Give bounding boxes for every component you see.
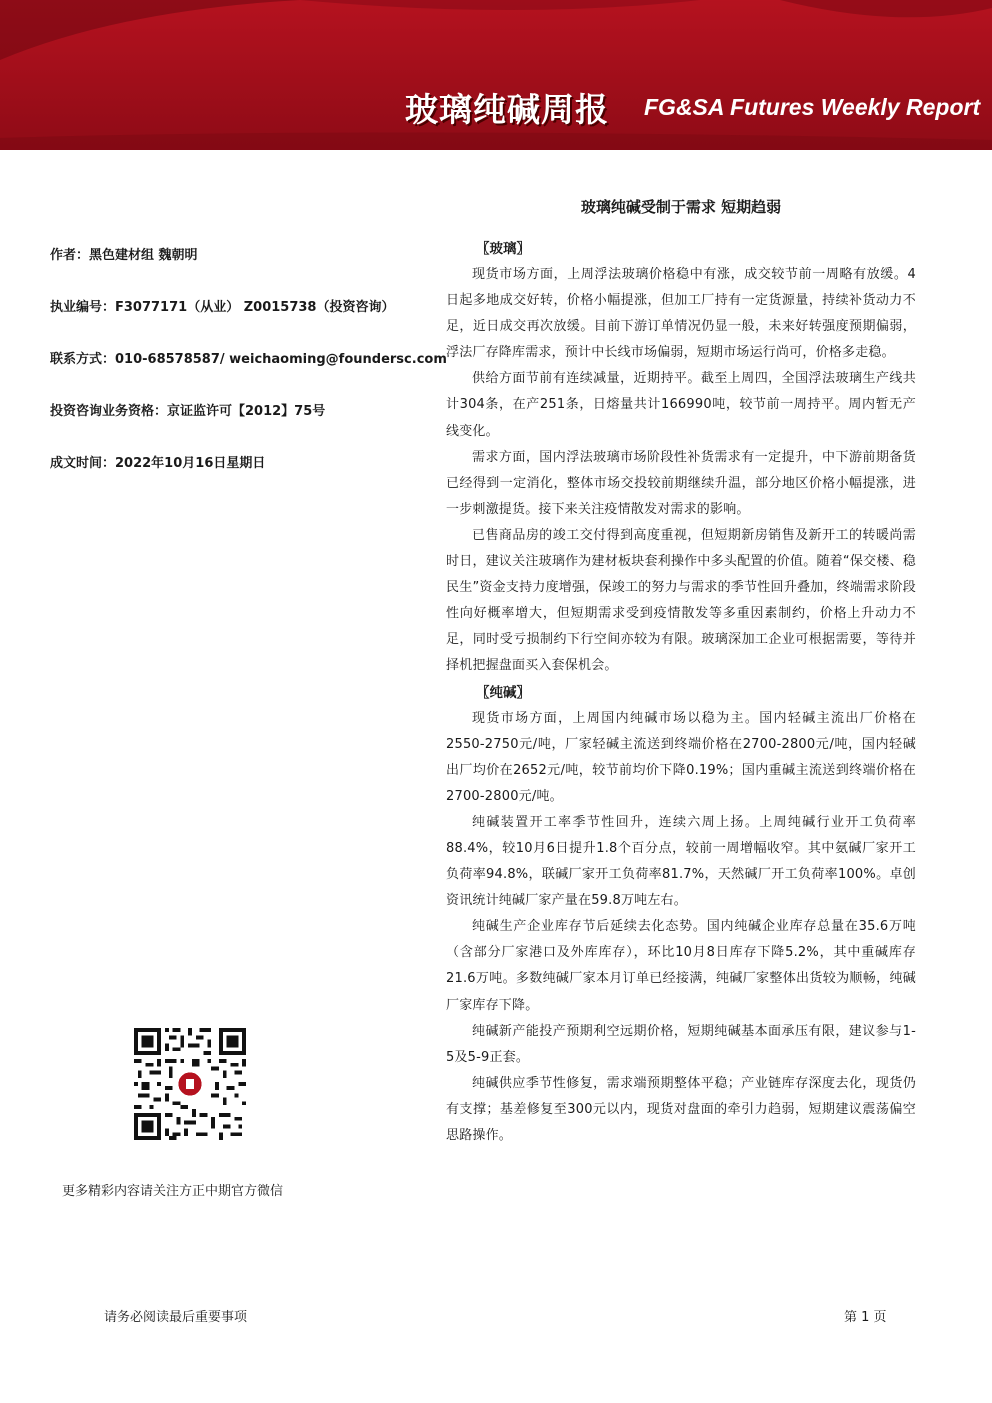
section-heading-soda-ash: 〖纯碱〗 xyxy=(476,684,530,701)
report-title-en: FG&SA Futures Weekly Report xyxy=(644,94,981,120)
qualification-info: 投资咨询业务资格：京证监许可【2012】75号 xyxy=(50,404,326,419)
footer-notice: 请务必阅读最后重要事项 xyxy=(104,1310,248,1325)
paragraph: 需求方面，国内浮法玻璃市场阶段性补货需求有一定提升，中下游前期备货已经得到一定消化，整体市场交投较前期继续升温，部分地区价格小幅提涨，进一步刺激提货。接下来关注疫情散发对需求的影响。 xyxy=(446,449,916,517)
date-info: 成文时间：2022年10月16日星期日 xyxy=(50,456,266,471)
article-body xyxy=(446,236,916,1149)
paragraph: 纯碱装置开工率季节性回升，连续六周上扬。上周纯碱行业开工负荷率88.4%，较10月6日提升1.8个百分点，较前一周增幅收窄。其中氨碱厂家开工负荷率94.8%，联碱厂家开工负荷率81.7%，天然碱厂开工负荷率100%。卓创资讯统计纯碱厂家产量在59.8万吨左右。 xyxy=(446,814,916,909)
paragraph: 现货市场方面，上周浮法玻璃价格稳中有涨，成交较节前一周略有放缓。4日起多地成交好转，价格小幅提涨，但加工厂持有一定货源量，持续补货动力不足，近日成交再次放缓。目前下游订单情况仍显一般，未来好转强度预期偏弱，浮法厂存降库需求，预计中长线市场偏弱，短期市场运行尚可，价格多走稳。 xyxy=(446,267,916,361)
paragraph: 供给方面节前有连续减量，近期持平。截至上周四，全国浮法玻璃生产线共计304条，在产251条，日熔量共计166990吨，较节前一周持平。周内暂无产线变化。 xyxy=(446,371,916,439)
paragraph: 纯碱新产能投产预期利空远期价格，短期纯碱基本面承压有限，建议参与1-5及5-9正套。 xyxy=(446,1023,916,1065)
article-title: 玻璃纯碱受制于需求 短期趋弱 xyxy=(580,198,782,216)
qr-caption: 更多精彩内容请关注方正中期官方微信 xyxy=(62,1184,284,1199)
paragraph: 现货市场方面，上周国内纯碱市场以稳为主。国内轻碱主流出厂价格在2550-2750元/吨，厂家轻碱主流送到终端价格在2700-2800元/吨，国内轻碱出厂均价在2652元/吨，较节前均价下降0.19%；国内重碱主流送到终端价格在2700-2800元/吨。 xyxy=(446,710,916,804)
paragraph: 已售商品房的竣工交付得到高度重视，但短期新房销售及新开工的转暖尚需时日，建议关注玻璃作为建材板块套利操作中多头配置的价值。随着“保交楼、稳民生”资金支持力度增强，保竣工的努力与需求的季节性回升叠加，终端需求阶段性向好概率增大，但短期需求受到疫情散发等多重因素制约，价格上升动力不足，同时受亏损制约下行空间亦较为有限。玻璃深加工企业可根据需要，等待并择机把握盘面买入套保机会。 xyxy=(446,527,916,674)
report-title-cn: 玻璃纯碱周报 xyxy=(405,90,609,129)
page-number: 第 1 页 xyxy=(844,1310,887,1325)
paragraph: 纯碱生产企业库存节后延续去化态势。国内纯碱企业库存总量在35.6万吨（含部分厂家港口及外库库存），环比10月8日库存下降5.2%，其中重碱库存21.6万吨。多数纯碱厂家本月订单已经接满，纯碱厂家整体出货较为顺畅，纯碱厂家库存下降。 xyxy=(446,919,916,1013)
header-band xyxy=(0,0,992,150)
license-info: 执业编号：F3077171（从业） Z0015738（投资咨询） xyxy=(50,300,395,315)
qr-code-icon[interactable] xyxy=(134,1028,246,1140)
author-info: 作者：黑色建材组 魏朝明 xyxy=(50,248,198,263)
contact-info: 联系方式：010-68578587/ weichaoming@foundersc.com xyxy=(50,352,447,367)
paragraph: 纯碱供应季节性修复，需求端预期整体平稳；产业链库存深度去化，现货仍有支撑；基差修复至300元以内，现货对盘面的牵引力趋弱，短期建议震荡偏空思路操作。 xyxy=(446,1075,916,1143)
section-heading-glass: 〖玻璃〗 xyxy=(476,241,530,257)
